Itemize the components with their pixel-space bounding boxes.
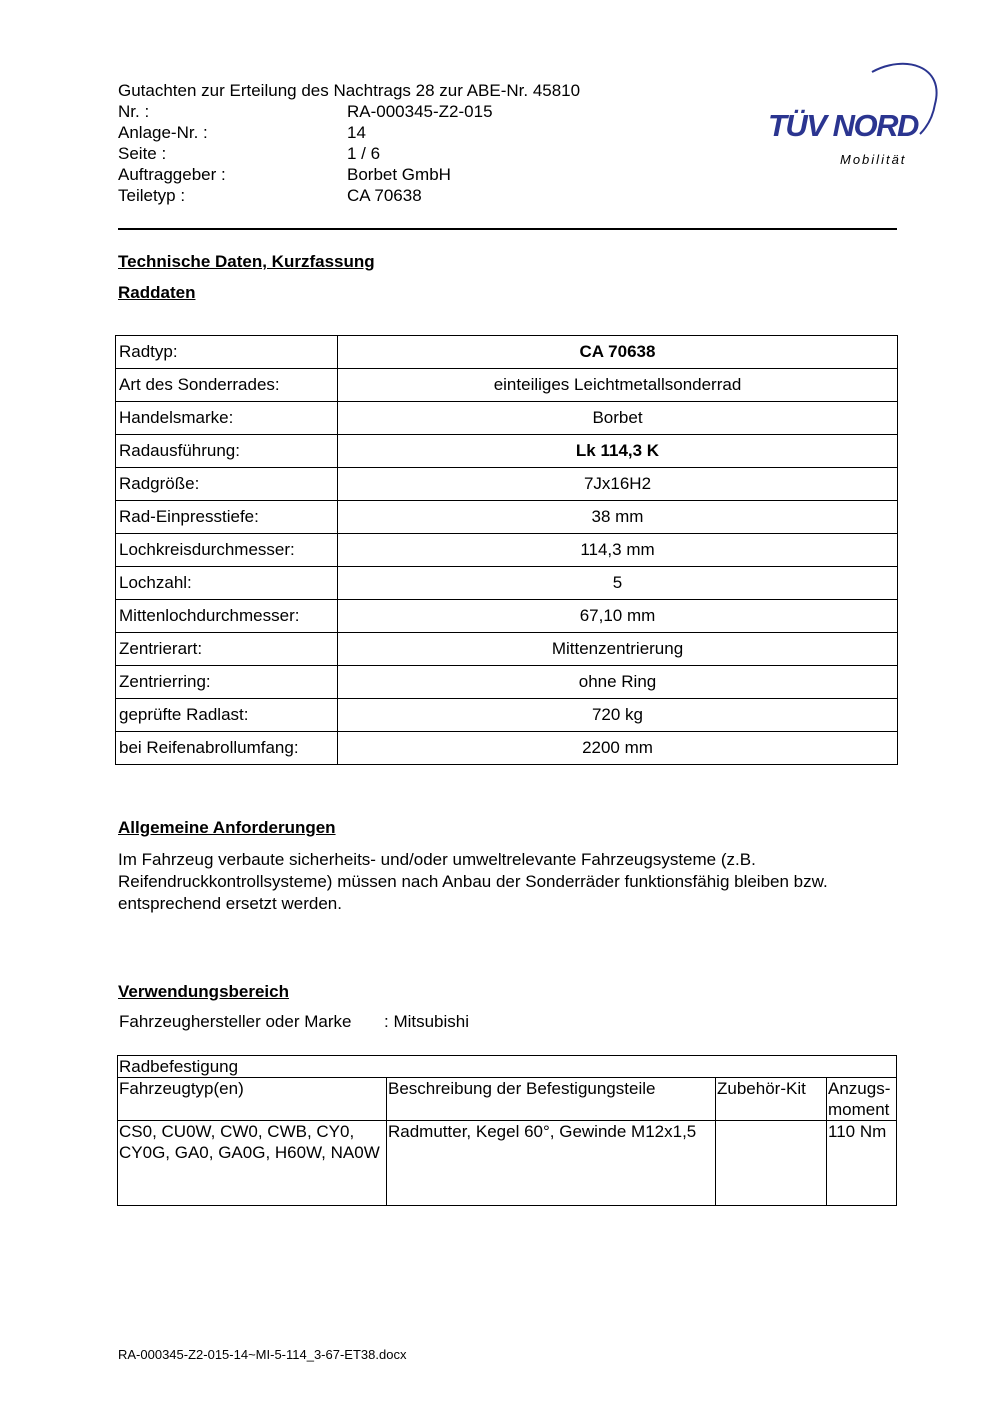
row-value: 114,3 mm	[338, 534, 898, 567]
logo-wordmark: TÜV NORD	[768, 108, 918, 143]
header-label: Nr. :	[118, 102, 150, 121]
header-value: RA-000345-Z2-015	[347, 102, 493, 121]
section-heading-verwendung: Verwendungsbereich	[118, 982, 289, 1001]
header-value: 1 / 6	[347, 144, 381, 163]
header-row-auftraggeber	[118, 164, 678, 185]
logo-subtitle: Mobilität	[840, 152, 907, 167]
table-row	[116, 666, 898, 699]
row-value: 38 mm	[338, 501, 898, 534]
tuv-nord-logo	[760, 56, 950, 176]
column-header: Anzugs-moment	[827, 1078, 897, 1121]
row-label: bei Reifenabrollumfang:	[116, 732, 338, 765]
section-heading-allgemein: Allgemeine Anforderungen	[118, 818, 336, 837]
column-header: Beschreibung der Befestigungsteile	[387, 1078, 716, 1121]
table-row	[116, 336, 898, 369]
row-value: Mittenzentrierung	[338, 633, 898, 666]
row-label: Zentrierring:	[116, 666, 338, 699]
fastening-description-cell: Radmutter, Kegel 60°, Gewinde M12x1,5	[387, 1121, 716, 1206]
requirements-paragraph: Im Fahrzeug verbaute sicherheits- und/oder umweltrelevante Fahrzeugsysteme (z.B. Reifendruckkontrollsysteme) müssen nach Anbau der Sonderräder funktionsfähig bleiben bzw. entsprechend ersetzt werden.	[118, 850, 828, 913]
header-value: 14	[347, 123, 366, 142]
row-label: Radausführung:	[116, 435, 338, 468]
row-value: ohne Ring	[338, 666, 898, 699]
section-heading-tech: Technische Daten, Kurzfassung	[118, 252, 375, 271]
manufacturer-line	[119, 1012, 469, 1032]
header-divider	[118, 228, 897, 230]
row-label: Radtyp:	[116, 336, 338, 369]
row-label: geprüfte Radlast:	[116, 699, 338, 732]
header-label: Seite :	[118, 144, 167, 163]
header-row-anlage	[118, 122, 678, 143]
table-row	[116, 567, 898, 600]
torque-cell: 110 Nm	[827, 1121, 897, 1206]
manufacturer-value: : Mitsubishi	[384, 1012, 470, 1031]
row-value: CA 70638	[338, 336, 898, 369]
document-header	[118, 80, 678, 206]
header-label: Teiletyp :	[118, 186, 186, 205]
column-header: Zubehör-Kit	[716, 1078, 827, 1121]
header-value: Borbet GmbH	[347, 165, 451, 184]
header-row-nr	[118, 101, 678, 122]
section-heading-raddaten: Raddaten	[118, 283, 196, 302]
column-header: Fahrzeugtyp(en)	[118, 1078, 387, 1121]
table-row	[116, 633, 898, 666]
manufacturer-label: Fahrzeughersteller oder Marke	[119, 1012, 352, 1031]
table-header-row	[118, 1078, 897, 1121]
table-title-row	[118, 1056, 897, 1078]
row-label: Art des Sonderrades:	[116, 369, 338, 402]
table-row	[116, 435, 898, 468]
report-title: Gutachten zur Erteilung des Nachtrags 28 zur ABE-Nr. 45810	[118, 81, 581, 100]
row-value: Borbet	[338, 402, 898, 435]
table-row	[116, 732, 898, 765]
fastening-title: Radbefestigung	[118, 1056, 897, 1078]
row-label: Handelsmarke:	[116, 402, 338, 435]
table-row	[116, 369, 898, 402]
row-value: 7Jx16H2	[338, 468, 898, 501]
row-value: Lk 114,3 K	[338, 435, 898, 468]
row-label: Zentrierart:	[116, 633, 338, 666]
row-label: Lochzahl:	[116, 567, 338, 600]
header-row-teiletyp	[118, 185, 678, 206]
header-label: Anlage-Nr. :	[118, 123, 208, 142]
table-row	[116, 534, 898, 567]
fastening-table	[117, 1055, 897, 1206]
footer-filename: RA-000345-Z2-015-14~MI-5-114_3-67-ET38.docx	[118, 1347, 407, 1362]
row-value: 5	[338, 567, 898, 600]
row-label: Radgröße:	[116, 468, 338, 501]
table-row	[116, 600, 898, 633]
wheel-data-table	[115, 335, 898, 765]
row-value: 67,10 mm	[338, 600, 898, 633]
row-value: einteiliges Leichtmetallsonderrad	[338, 369, 898, 402]
row-label: Rad-Einpresstiefe:	[116, 501, 338, 534]
row-value: 720 kg	[338, 699, 898, 732]
header-label: Auftraggeber :	[118, 165, 226, 184]
row-label: Lochkreisdurchmesser:	[116, 534, 338, 567]
table-row	[116, 501, 898, 534]
row-label: Mittenlochdurchmesser:	[116, 600, 338, 633]
row-value: 2200 mm	[338, 732, 898, 765]
accessory-kit-cell	[716, 1121, 827, 1206]
vehicle-types-cell: CS0, CU0W, CW0, CWB, CY0, CY0G, GA0, GA0G, H60W, NA0W	[118, 1121, 387, 1206]
header-value: CA 70638	[347, 186, 422, 205]
table-row	[116, 699, 898, 732]
table-row	[118, 1121, 897, 1206]
header-row-seite	[118, 143, 678, 164]
table-row	[116, 402, 898, 435]
table-row	[116, 468, 898, 501]
